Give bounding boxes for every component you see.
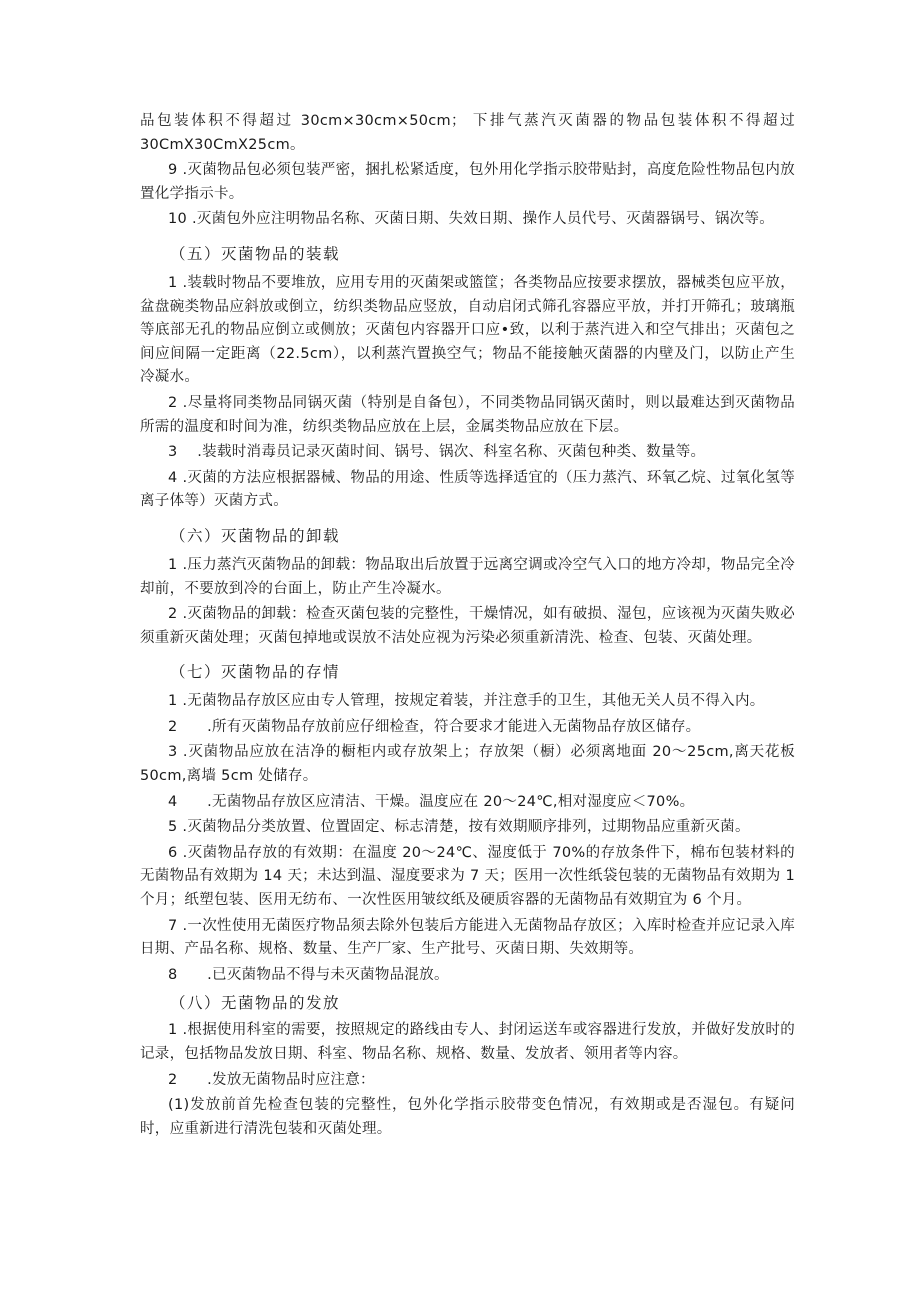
paragraph: 品包装体积不得超过 30cm×30cm×50cm； 下排气蒸汽灭菌器的物品包装体积不得超过 30CmX30CmX25cm。 xyxy=(140,113,795,153)
paragraph: 1 .无菌物品存放区应由专人管理，按规定着装，并注意手的卫生，其他无关人员不得入内。 xyxy=(168,693,765,710)
paragraph: 2 .发放无菌物品时应注意： xyxy=(168,1071,375,1088)
paragraph: 2 .灭菌物品的卸载：检查灭菌包装的完整性，干燥情况，如有破损、湿包，应该视为灭菌失败必须重新灭菌处理；灭菌包掉地或误放不洁处应视为污染必须重新清洗、检查、包装、灭菌处理。 xyxy=(140,606,795,646)
paragraph: 4 .无菌物品存放区应清洁、干燥。温度应在 20～24℃,相对湿度应＜70%。 xyxy=(168,793,695,810)
paragraph: 3 .灭菌物品应放在洁净的橱柜内或存放架上；存放架（橱）必须离地面 20～25cm,离天花板 50cm,离墙 5cm 处储存。 xyxy=(140,744,795,785)
section-heading: （七）灭菌物品的存情 xyxy=(170,663,341,682)
section-heading: （六）灭菌物品的卸载 xyxy=(170,526,341,545)
section-heading: （八）无菌物品的发放 xyxy=(170,994,341,1013)
paragraph: 10 .灭菌包外应注明物品名称、灭菌日期、失效日期、操作人员代号、灭菌器锅号、锅次等。 xyxy=(168,211,775,228)
paragraph: 1 .装载时物品不要堆放，应用专用的灭菌架或篮筐；各类物品应按要求摆放，器械类包应平放，盆盘碗类物品应斜放或倒立，纺织类物品应竖放，自动启闭式筛孔容器应平放，并打开筛孔；玻璃瓶等底部无孔的物品应倒立或侧放；灭菌包内容器开口应•致，以利于蒸汽进入和空气排出；灭菌包之间应间隔一定距离（22.5cm），以利蒸汽置换空气；物品不能接触灭菌器的内壁及门，以防止产生冷凝水。 xyxy=(140,274,795,386)
document-page xyxy=(140,110,795,1143)
paragraph: 5 .灭菌物品分类放置、位置固定、标志清楚，按有效期顺序排列，过期物品应重新灭菌。 xyxy=(168,819,750,836)
paragraph: (1)发放前首先检查包装的完整性，包外化学指示胶带变色情况，有效期或是否湿包。有疑问时，应重新进行清洗包装和灭菌处理。 xyxy=(140,1097,795,1137)
paragraph: 3 .装载时消毒员记录灭菌时间、锅号、锅次、科室名称、灭菌包种类、数量等。 xyxy=(168,444,706,461)
paragraph: 7 .一次性使用无菌医疗物品须去除外包装后方能进入无菌物品存放区；入库时检查并应记录入库日期、产品名称、规格、数量、生产厂家、生产批号、灭菌日期、失效期等。 xyxy=(140,917,795,958)
paragraph: 1 .根据使用科室的需要，按照规定的路线由专人、封闭运送车或容器进行发放，并做好发放时的记录，包括物品发放日期、科室、物品名称、规格、数量、发放者、领用者等内容。 xyxy=(140,1022,795,1062)
paragraph: 1 .压力蒸汽灭菌物品的卸载：物品取出后放置于远离空调或冷空气入口的地方冷却，物品完全冷却前，不要放到冷的台面上，防止产生冷凝水。 xyxy=(140,556,795,597)
paragraph: 2 .尽量将同类物品同锅灭菌（特别是自备包），不同类物品同锅灭菌时，则以最难达到灭菌物品所需的温度和时间为准，纺织类物品应放在上层，金属类物品应放在下层。 xyxy=(140,394,795,435)
paragraph: 6 .灭菌物品存放的有效期：在温度 20～24℃、湿度低于 70%的存放条件下，棉布包装材料的无菌物品有效期为 14 天；未达到温、湿度要求为 7 天；医用一次性纸袋包装的无菌物品有效期为 1 个月；纸塑包装、医用无纺布、一次性医用皱纹纸及硬质容器的无菌物品有效期宜为 6 个月。 xyxy=(140,844,795,909)
section-heading: （五）灭菌物品的装载 xyxy=(170,244,341,263)
paragraph: 2 .所有灭菌物品存放前应仔细检查，符合要求才能进入无菌物品存放区储存。 xyxy=(168,718,701,735)
paragraph: 9 .灭菌物品包必须包装严密，捆扎松紧适度，包外用化学指示胶带贴封，高度危险性物品包内放置化学指示卡。 xyxy=(140,162,795,202)
paragraph: 4 .灭菌的方法应根据器械、物品的用途、性质等选择适宜的（压力蒸汽、环氧乙烷、过氧化氢等离子体等）灭菌方式。 xyxy=(140,469,795,510)
paragraph: 8 .已灭菌物品不得与未灭菌物品混放。 xyxy=(168,966,449,983)
